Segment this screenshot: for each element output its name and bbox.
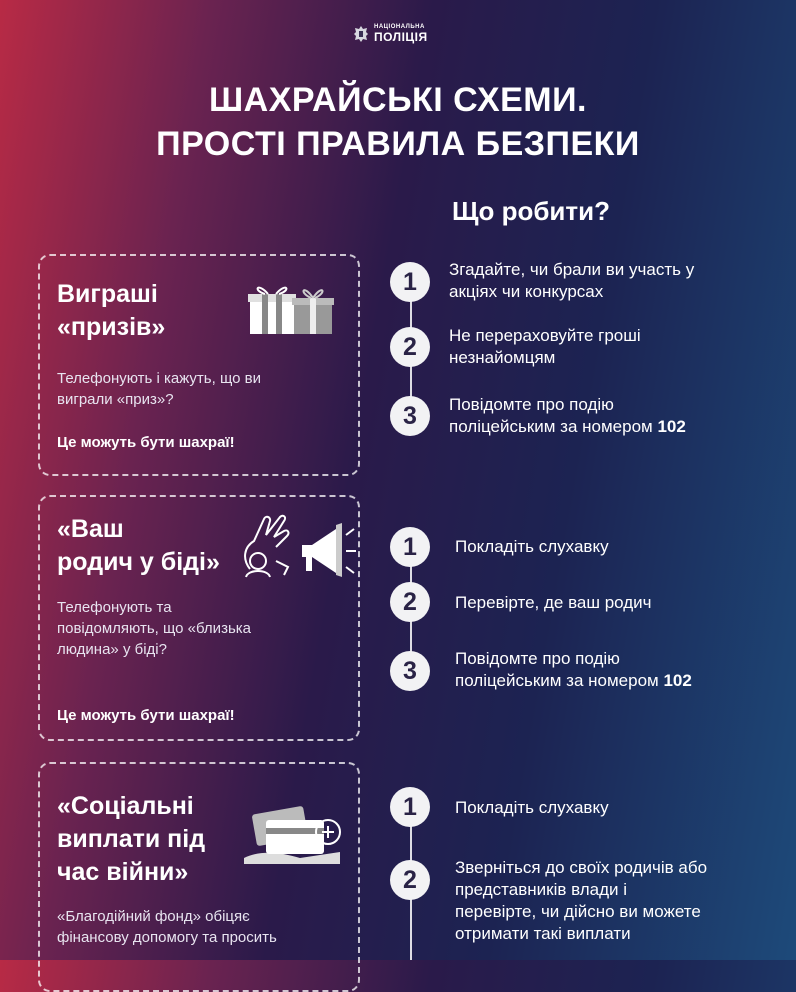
title-line1: ШАХРАЙСЬКІ СХЕМИ. [208,81,588,119]
logo-line1: НАЦІОНАЛЬНА [374,24,425,30]
step-text [455,797,785,819]
card-title [57,790,205,889]
card-desc-line: фінансову допомогу та просить [57,929,277,946]
step-number: 1 [390,787,430,827]
card-desc-line: Телефонують та [57,599,172,616]
scheme-card-prizes [38,254,360,476]
card-title-line: Виграші [57,280,158,308]
step-text [455,857,785,945]
step-line: Покладіть слухавку [455,537,609,556]
police-phone-number: 102 [663,671,692,690]
card-title-line: «призів» [57,313,166,341]
step-number: 2 [390,327,430,367]
card-desc-line: Телефонують і кажуть, що ви [57,370,261,387]
gift-boxes-icon [248,278,334,336]
step-number: 1 [390,527,430,567]
step-number: 3 [390,396,430,436]
card-warning: Це можуть бути шахраї! [57,707,235,724]
distress-megaphone-icon [236,511,360,579]
card-title-line: виплати під [57,825,206,853]
card-description [57,368,261,410]
step-line: Перевірте, де ваш родич [455,593,652,612]
police-logo [354,24,428,43]
card-desc-line: «Благодійний фонд» обіцяє [57,908,250,925]
what-to-do-heading: Що робити? [452,196,611,226]
step-number: 3 [390,651,430,691]
step-text [455,536,785,558]
scheme-card-relative [38,495,360,741]
card-desc-line: повідомляють, що «близька [57,620,251,637]
card-desc-line: людина» у біді? [57,641,167,658]
card-title-line: час війни» [57,858,189,886]
step-text [449,325,779,369]
card-description [57,597,251,660]
step-line: Зверніться до своїх родичів або [455,858,708,877]
step-line: Не перераховуйте гроші [449,326,641,345]
step-line: представників влади і [455,880,628,899]
police-emblem-icon [354,26,368,42]
step-line: акціях чи конкурсах [449,282,604,301]
step-text [449,259,779,303]
step-line: отримати такі виплати [455,924,631,943]
card-description [57,906,277,948]
card-title-line: «Ваш [57,515,124,543]
step-text [449,394,779,438]
step-line [449,416,779,438]
step-text [455,648,785,692]
card-title-line: родич у біді» [57,548,220,576]
step-line: незнайомцям [449,348,556,367]
step-number: 1 [390,262,430,302]
card-warning: Це можуть бути шахраї! [57,434,235,451]
step-line: перевірте, чи дійсно ви можете [455,902,701,921]
title-line2: ПРОСТІ ПРАВИЛА БЕЗПЕКИ [156,125,640,163]
step-line: Повідомте про подію [449,395,614,414]
logo-line2: ПОЛІЦІЯ [374,30,428,44]
step-line [455,670,785,692]
card-title [57,278,165,344]
card-title [57,513,220,579]
card-payment-icon [240,804,350,866]
police-phone-number: 102 [657,417,686,436]
step-number: 2 [390,582,430,622]
page-title [0,78,796,166]
step-line-text: поліцейським за номером [455,671,659,690]
card-desc-line: виграли «приз»? [57,391,174,408]
step-number: 2 [390,860,430,900]
step-line-text: поліцейським за номером [449,417,653,436]
step-line: Покладіть слухавку [455,798,609,817]
scheme-card-social [38,762,360,992]
step-line: Згадайте, чи брали ви участь у [449,260,695,279]
step-text [455,592,785,614]
step-line: Повідомте про подію [455,649,620,668]
card-title-line: «Соціальні [57,792,194,820]
